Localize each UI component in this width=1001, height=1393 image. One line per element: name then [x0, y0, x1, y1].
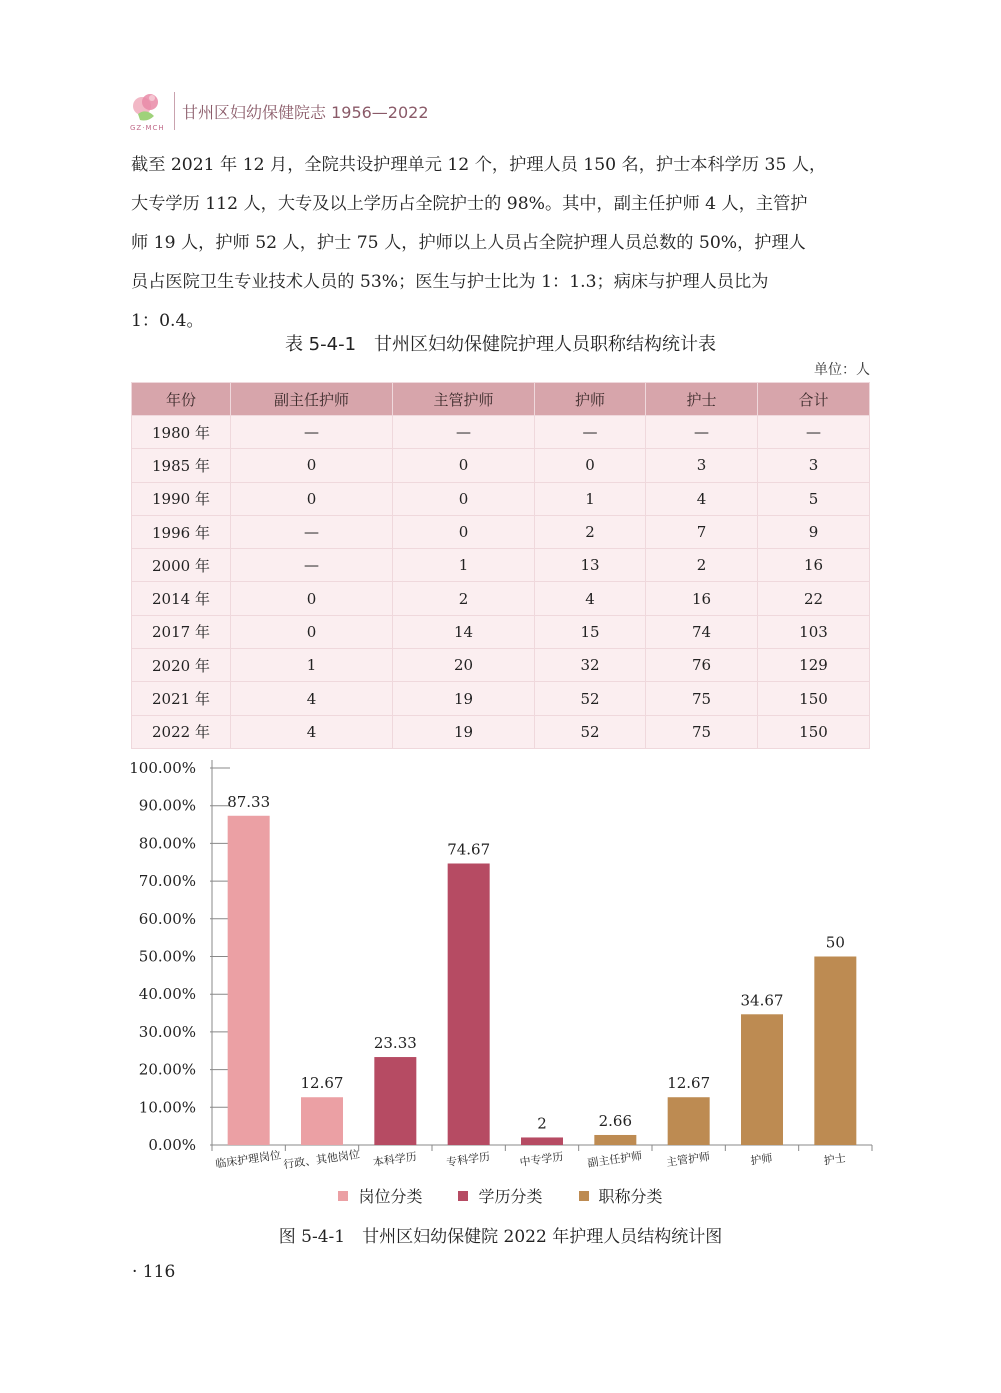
x-category-label: 专科学历 [445, 1150, 491, 1170]
data-label: 87.33 [227, 792, 271, 811]
data-label: 2 [537, 1114, 547, 1133]
table-cell: 150 [758, 682, 870, 715]
table-cell: 1980 年 [132, 416, 231, 449]
table-cell: 4 [535, 582, 646, 615]
table-cell: 7 [646, 515, 758, 548]
table-cell: 32 [535, 649, 646, 682]
x-category-label: 主管护师 [665, 1150, 711, 1170]
table-cell: 14 [393, 615, 535, 648]
table-title: 表 5-4-1 甘州区妇幼保健院护理人员职称结构统计表 [284, 334, 717, 355]
bar [448, 863, 490, 1145]
chart-legend [0, 1184, 1001, 1207]
paragraph-line: 截至 2021 年 12 月，全院共设护理单元 12 个，护理人员 150 名，护士本科学历 35 人， [131, 155, 827, 175]
table-cell: — [231, 416, 393, 449]
table-cell: 2021 年 [132, 682, 231, 715]
y-tick-label: 60.00% [138, 909, 196, 928]
bar [594, 1135, 636, 1145]
table-row [132, 682, 870, 715]
bar-chart [120, 750, 880, 1175]
table-cell: 16 [758, 549, 870, 582]
data-label: 12.67 [667, 1074, 711, 1093]
data-label: 50 [825, 933, 845, 952]
table-cell: 1 [393, 549, 535, 582]
y-tick-label: 10.00% [138, 1098, 196, 1117]
table-cell: 1990 年 [132, 482, 231, 515]
x-category-label: 中专学历 [518, 1150, 565, 1170]
header-title: 甘州区妇幼保健院志 1956—2022 [182, 103, 429, 122]
bar [814, 957, 856, 1146]
table-cell: 0 [231, 615, 393, 648]
y-tick-label: 40.00% [138, 985, 196, 1004]
y-tick-label: 30.00% [138, 1022, 196, 1041]
legend-item [579, 1184, 663, 1207]
table-cell: 75 [646, 682, 758, 715]
table-cell: 22 [758, 582, 870, 615]
bar [228, 816, 270, 1145]
table-cell: 5 [758, 482, 870, 515]
table-cell: — [758, 416, 870, 449]
table-header-cell: 副主任护师 [231, 383, 393, 416]
x-category-label: 行政、其他岗位 [282, 1147, 361, 1172]
table-cell: 1996 年 [132, 515, 231, 548]
y-tick-label: 80.00% [138, 834, 196, 853]
bar [301, 1097, 343, 1145]
y-tick-label: 50.00% [138, 947, 196, 966]
table-cell: 2000 年 [132, 549, 231, 582]
table-row [132, 449, 870, 482]
table-cell: 0 [231, 582, 393, 615]
table-cell: 4 [646, 482, 758, 515]
table-cell: 19 [393, 682, 535, 715]
table-cell: 1985 年 [132, 449, 231, 482]
data-label: 12.67 [300, 1074, 344, 1093]
table-cell: 150 [758, 715, 870, 748]
table-cell: 2022 年 [132, 715, 231, 748]
table-cell: 0 [535, 449, 646, 482]
legend-swatch [338, 1191, 348, 1201]
table-cell: 2020 年 [132, 649, 231, 682]
x-category-label: 护师 [749, 1151, 774, 1168]
table-header-cell: 合计 [758, 383, 870, 416]
table-cell: 0 [393, 482, 535, 515]
legend-swatch [579, 1191, 589, 1201]
legend-label: 职称分类 [598, 1187, 663, 1206]
paragraph-line: 员占医院卫生专业技术人员的 53%；医生与护士比为 1：1.3；病床与护理人员比为 [131, 272, 769, 292]
table-cell: 74 [646, 615, 758, 648]
table-header-cell: 年份 [132, 383, 231, 416]
table-cell: — [231, 549, 393, 582]
table-row [132, 549, 870, 582]
table-cell: 4 [231, 682, 393, 715]
table-cell: 2 [646, 549, 758, 582]
table-body [132, 416, 870, 749]
paragraph-line: 师 19 人，护师 52 人，护士 75 人，护师以上人员占全院护理人员总数的 50%，护理人 [131, 233, 806, 253]
x-category-label: 副主任护师 [586, 1149, 643, 1170]
table-header-row [132, 383, 870, 416]
bar [521, 1137, 563, 1145]
table-cell: 2 [393, 582, 535, 615]
y-tick-label: 20.00% [138, 1060, 196, 1079]
y-tick-label: 0.00% [148, 1136, 196, 1154]
data-label: 74.67 [447, 840, 491, 859]
y-tick-label: 90.00% [138, 796, 196, 815]
x-category-label: 本科学历 [372, 1150, 418, 1170]
table-header-cell: 护士 [646, 383, 758, 416]
table-row [132, 615, 870, 648]
data-label: 2.66 [598, 1111, 633, 1130]
table-cell: 2017 年 [132, 615, 231, 648]
nursing-staff-table [131, 382, 870, 749]
table-row [132, 416, 870, 449]
table-cell: 103 [758, 615, 870, 648]
bar [741, 1014, 783, 1145]
figure-caption: 图 5-4-1 甘州区妇幼保健院 2022 年护理人员结构统计图 [278, 1227, 723, 1247]
table-cell: — [231, 515, 393, 548]
table-cell: 76 [646, 649, 758, 682]
table-cell: 75 [646, 715, 758, 748]
table-cell: 52 [535, 715, 646, 748]
table-cell: 16 [646, 582, 758, 615]
table-unit: 单位：人 [814, 362, 870, 378]
table-cell: 1 [535, 482, 646, 515]
header-divider [174, 92, 175, 130]
y-tick-label: 70.00% [138, 872, 196, 891]
table-cell: 2014 年 [132, 582, 231, 615]
table-cell: 0 [393, 449, 535, 482]
table-cell: 3 [646, 449, 758, 482]
table-cell: — [393, 416, 535, 449]
table-row [132, 715, 870, 748]
legend-label: 学历分类 [478, 1187, 543, 1206]
table-cell: 0 [231, 449, 393, 482]
table-cell: 4 [231, 715, 393, 748]
x-category-label: 临床护理岗位 [214, 1148, 282, 1171]
body-paragraph [131, 146, 871, 341]
table-cell: — [646, 416, 758, 449]
table-header-cell: 护师 [535, 383, 646, 416]
legend-label: 岗位分类 [358, 1187, 423, 1206]
table-cell: 52 [535, 682, 646, 715]
data-label: 23.33 [373, 1034, 417, 1053]
table-cell: 1 [231, 649, 393, 682]
table-row [132, 582, 870, 615]
table-cell: 20 [393, 649, 535, 682]
legend-item [458, 1184, 542, 1207]
table-cell: 3 [758, 449, 870, 482]
table-cell: 9 [758, 515, 870, 548]
table-row [132, 482, 870, 515]
table-cell: 15 [535, 615, 646, 648]
paragraph-line: 大专学历 112 人，大专及以上学历占全院护士的 98%。其中，副主任护师 4 人，主管护 [131, 194, 808, 214]
table-cell: 2 [535, 515, 646, 548]
table-cell: — [535, 416, 646, 449]
data-label: 34.67 [740, 991, 784, 1010]
table-header-cell: 主管护师 [393, 383, 535, 416]
bar [374, 1057, 416, 1145]
x-category-label: 护士 [823, 1151, 847, 1168]
table-cell: 19 [393, 715, 535, 748]
table-row [132, 649, 870, 682]
table-cell: 0 [393, 515, 535, 548]
table-cell: 129 [758, 649, 870, 682]
bar [668, 1097, 710, 1145]
paragraph-line: 1：0.4。 [131, 311, 204, 331]
logo-text: GZ·MCH [130, 124, 165, 132]
table-cell: 13 [535, 549, 646, 582]
table-cell: 0 [231, 482, 393, 515]
y-tick-label: 100.00% [129, 759, 196, 777]
table-row [132, 515, 870, 548]
legend-swatch [458, 1191, 468, 1201]
legend-item [338, 1184, 422, 1207]
page-number: · 116 [132, 1262, 176, 1282]
